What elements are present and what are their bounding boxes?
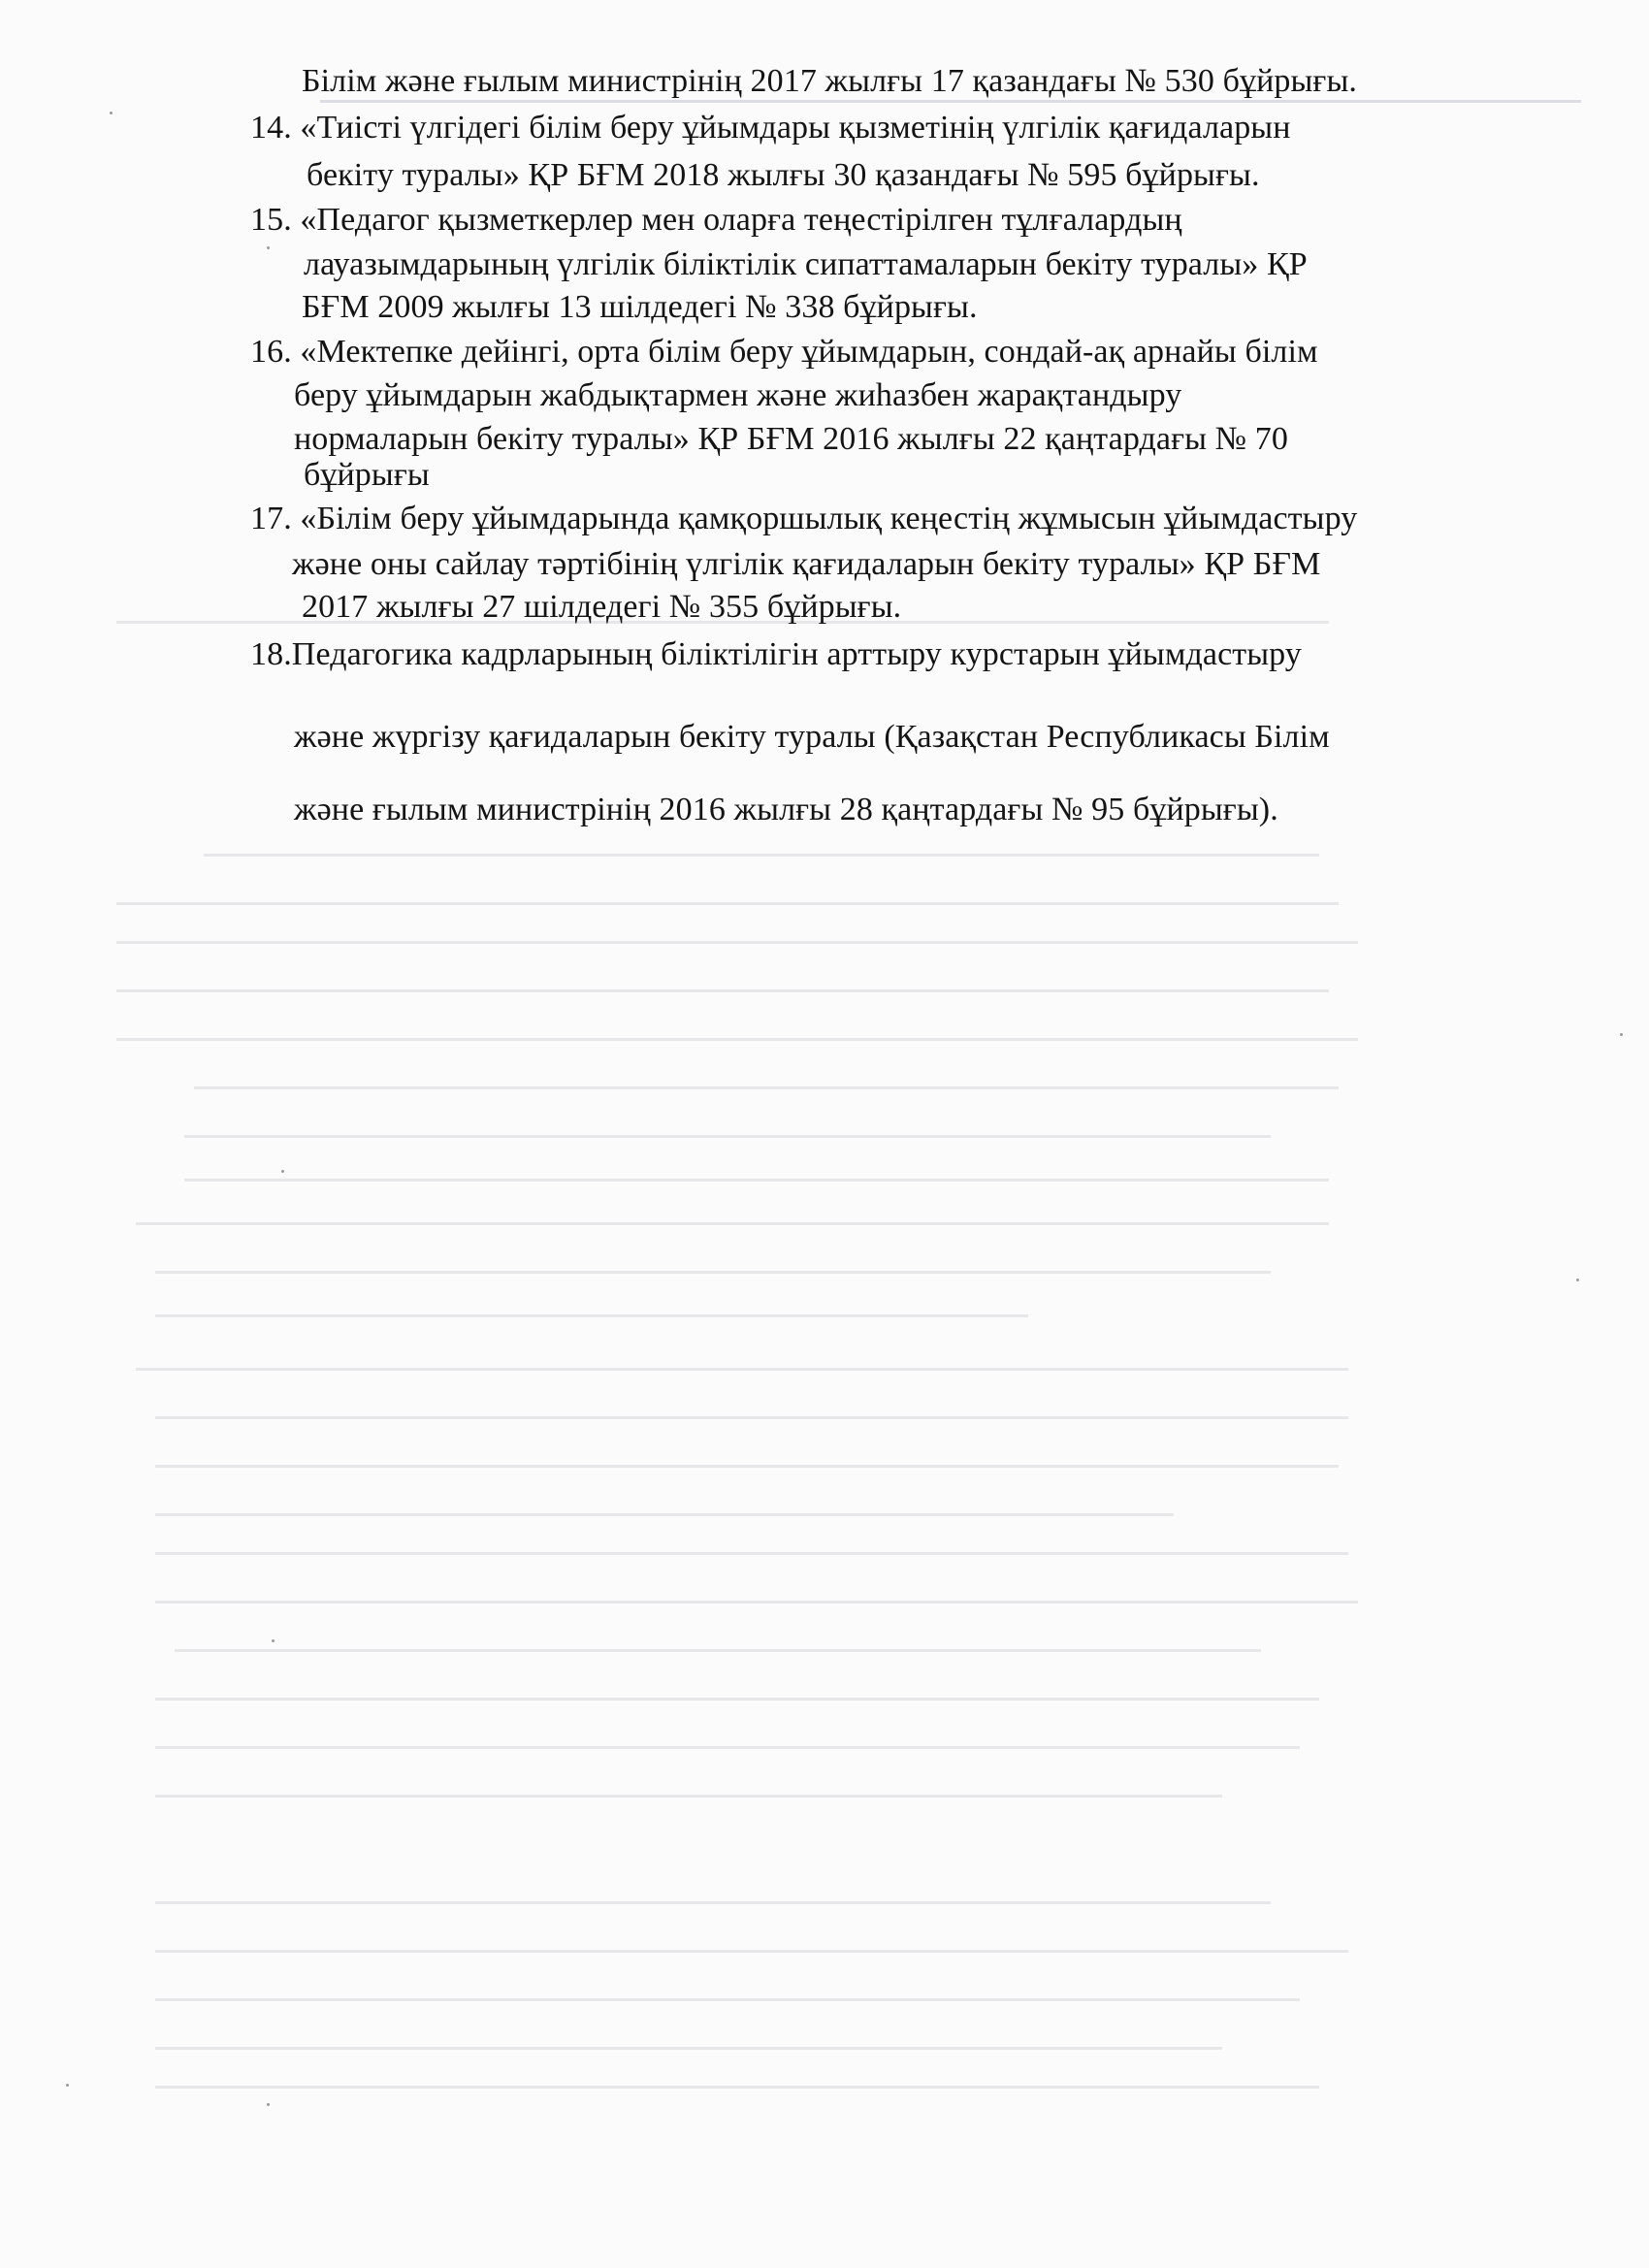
list-item-16-line-3: нормаларын бекіту туралы» ҚР БҒМ 2016 жылғы 22 қаңтардағы № 70: [294, 421, 1289, 457]
text-line: Білім және ғылым министрінің 2017 жылғы 17 қазандағы № 530 бұйрығы.: [302, 63, 1357, 99]
list-item-16-line-1: 16. «Мектепке дейінгі, орта білім беру ұйымдарын, сондай-ақ арнайы білім: [250, 334, 1318, 370]
list-item-16-line-2: беру ұйымдарын жабдықтармен және жиһазбен жарақтандыру: [294, 377, 1182, 413]
list-item-14-line-1: 14. «Тиісті үлгідегі білім беру ұйымдары қызметінің үлгілік қағидаларын: [250, 110, 1291, 146]
list-item-14-line-2: бекіту туралы» ҚР БҒМ 2018 жылғы 30 қазандағы № 595 бұйрығы.: [307, 157, 1260, 193]
list-item-15-line-2: лауазымдарының үлгілік біліктілік сипаттамаларын бекіту туралы» ҚР: [304, 246, 1308, 282]
list-item-18-line-3: және ғылым министрінің 2016 жылғы 28 қаңтардағы № 95 бұйрығы).: [294, 792, 1278, 827]
list-item-15-line-3: БҒМ 2009 жылғы 13 шілдедегі № 338 бұйрығы.: [302, 289, 978, 325]
list-item-16-line-4: бұйрығы: [304, 457, 430, 493]
list-item-15-line-1: 15. «Педагог қызметкерлер мен оларға теңестірілген тұлғалардың: [250, 202, 1182, 238]
list-item-17-line-1: 17. «Білім беру ұйымдарында қамқоршылық кеңестің жұмысын ұйымдастыру: [250, 501, 1358, 536]
list-item-18-line-2: және жүргізу қағидаларын бекіту туралы (Қазақстан Республикасы Білім: [294, 719, 1330, 755]
list-item-17-line-3: 2017 жылғы 27 шілдедегі № 355 бұйрығы.: [302, 589, 902, 625]
list-item-18-line-1: 18.Педагогика кадрларының біліктілігін арттыру курстарын ұйымдастыру: [250, 636, 1302, 672]
list-item-17-line-2: және оны сайлау тәртібінің үлгілік қағидаларын бекіту туралы» ҚР БҒМ: [292, 546, 1321, 582]
